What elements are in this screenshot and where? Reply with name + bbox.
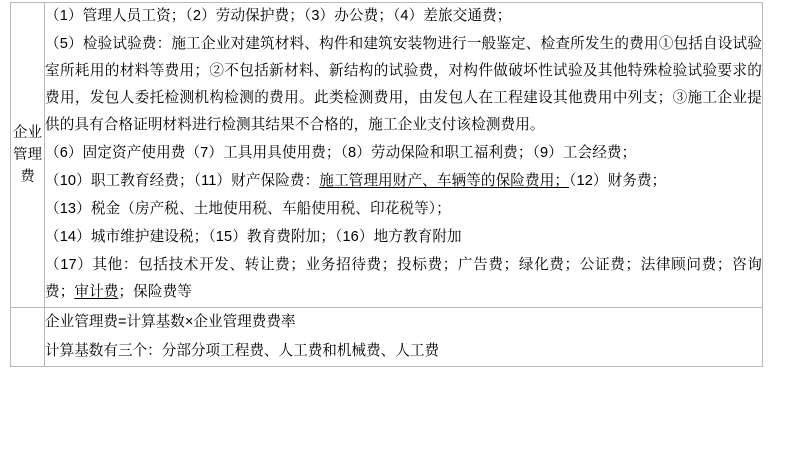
text-segment: （1）管理人员工资；（2）劳动保护费；（3）办公费；（4）差旅交通费； — [45, 8, 512, 24]
text-segment: ；保险费等 — [118, 284, 192, 300]
text-segment: （5）检验试验费：施工企业对建筑材料、构件和建筑安装物进行一般鉴定、检查所发生的费用①包括自设试验室所耗用的材料等费用；②不包括新材料、新结构的试验费，对构件做破坏性试验及其他特殊检验试验要求的费用，发包人委托检测机构检测的费用。此类检测费用，由发包人在工程建设其他费用中列支；③施工企业提供的具有合格证明材料进行检测其结果不合格的，施工企业支付该检测费用。 — [45, 36, 762, 133]
row-label-empty — [11, 308, 45, 367]
text-segment: （10）职工教育经费；（11）财产保险费： — [45, 173, 320, 189]
text-segment: （17）其他：包括技术开发、转让费；业务招待费；投标费；广告费；绿化费；公证费；法律顾问费；咨询费； — [45, 257, 762, 300]
formula-line-2: 计算基数有三个：分部分项工程费、人工费和机械费、人工费 — [45, 343, 440, 359]
cost-breakdown-table — [10, 2, 763, 367]
table-row — [11, 308, 763, 367]
text-segment: （13）税金（房产税、土地使用税、车船使用税、印花税等）； — [45, 201, 451, 217]
text-segment-underlined: 审计费 — [74, 284, 119, 300]
text-segment: （14）城市维护建设税；（15）教育费附加；（16）地方教育附加 — [45, 229, 462, 245]
text-segment: （6）固定资产使用费（7）工具用具使用费；（8）劳动保险和职工福利费；（9）工会经费； — [45, 145, 637, 161]
content-cell — [45, 3, 763, 308]
formula-cell — [45, 308, 763, 367]
row-label-enterprise-management-fee — [11, 3, 45, 308]
paragraph-1 — [45, 3, 762, 30]
text-segment: （12）财务费； — [569, 173, 667, 189]
row-label-line: 管理 — [13, 147, 42, 163]
text-segment-underlined: 施工管理用财产、车辆等的保险费用； — [319, 173, 570, 189]
paragraph-6 — [45, 224, 762, 251]
row-label-line: 费 — [20, 169, 35, 185]
table-row — [11, 3, 763, 308]
paragraph-5 — [45, 196, 762, 223]
paragraph-4 — [45, 168, 762, 195]
row-label-line: 企业 — [13, 125, 42, 141]
paragraph-7 — [45, 252, 762, 306]
paragraph-2 — [45, 31, 762, 139]
formula-line-1: 企业管理费=计算基数×企业管理费费率 — [45, 314, 296, 330]
paragraph-3 — [45, 140, 762, 167]
